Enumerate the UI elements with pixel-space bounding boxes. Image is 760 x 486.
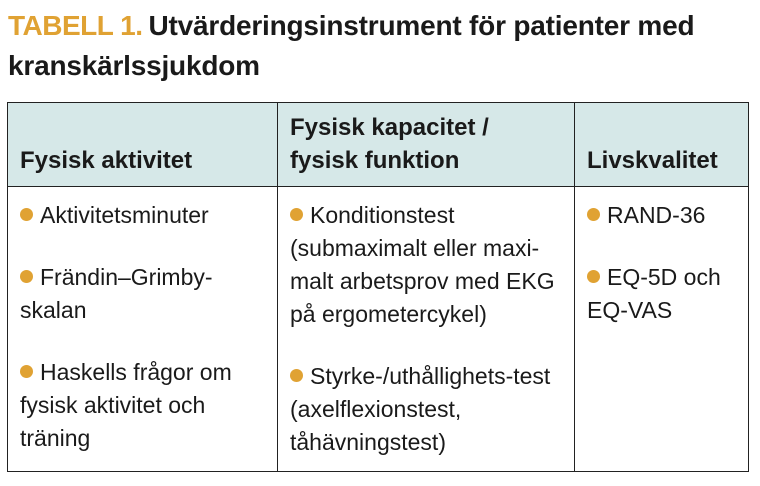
header-label: Livskvalitet (587, 147, 718, 174)
header-quality-of-life (575, 103, 749, 187)
header-label: Fysisk aktivitet (20, 147, 193, 174)
cell-physical-capacity (278, 187, 575, 472)
cell-quality-of-life (575, 187, 749, 472)
table-title (8, 6, 753, 86)
bullet-icon (587, 208, 600, 221)
header-label: Fysisk kapacitet / fysisk funktion (290, 114, 489, 174)
item-text: EQ-5D och EQ-VAS (587, 264, 721, 323)
table-label: TABELL 1. (8, 10, 143, 41)
table-row (8, 187, 749, 472)
bullet-icon (20, 208, 33, 221)
header-physical-capacity (278, 103, 575, 187)
cell-physical-activity (8, 187, 278, 472)
list-item (290, 360, 564, 459)
table-title-text: Utvärderingsinstrument för patienter med kranskärlssjukdom (8, 10, 695, 81)
bullet-icon (290, 369, 303, 382)
bullet-icon (20, 270, 33, 283)
table-header-row (8, 103, 749, 187)
item-text: Frändin–Grimby-skalan (20, 264, 213, 323)
list-item (290, 199, 564, 331)
item-text: Haskells frågor om fysisk aktivitet och träning (20, 359, 232, 451)
header-physical-activity (8, 103, 278, 187)
bullet-icon (290, 208, 303, 221)
evaluation-table (7, 102, 749, 472)
item-text: Aktivitetsminuter (40, 202, 209, 228)
list-item (587, 199, 738, 232)
bullet-icon (20, 365, 33, 378)
list-item (20, 261, 267, 327)
list-item (20, 356, 267, 455)
list-item (587, 261, 738, 327)
bullet-icon (587, 270, 600, 283)
item-text: Styrke-/uthållighets-test (axelflexionstest, tåhävningstest) (290, 363, 551, 455)
item-text: Konditionstest (submaximalt eller maxi-malt arbetsprov med EKG på ergometercykel) (290, 202, 555, 327)
item-text: RAND-36 (607, 202, 706, 228)
list-item (20, 199, 267, 232)
